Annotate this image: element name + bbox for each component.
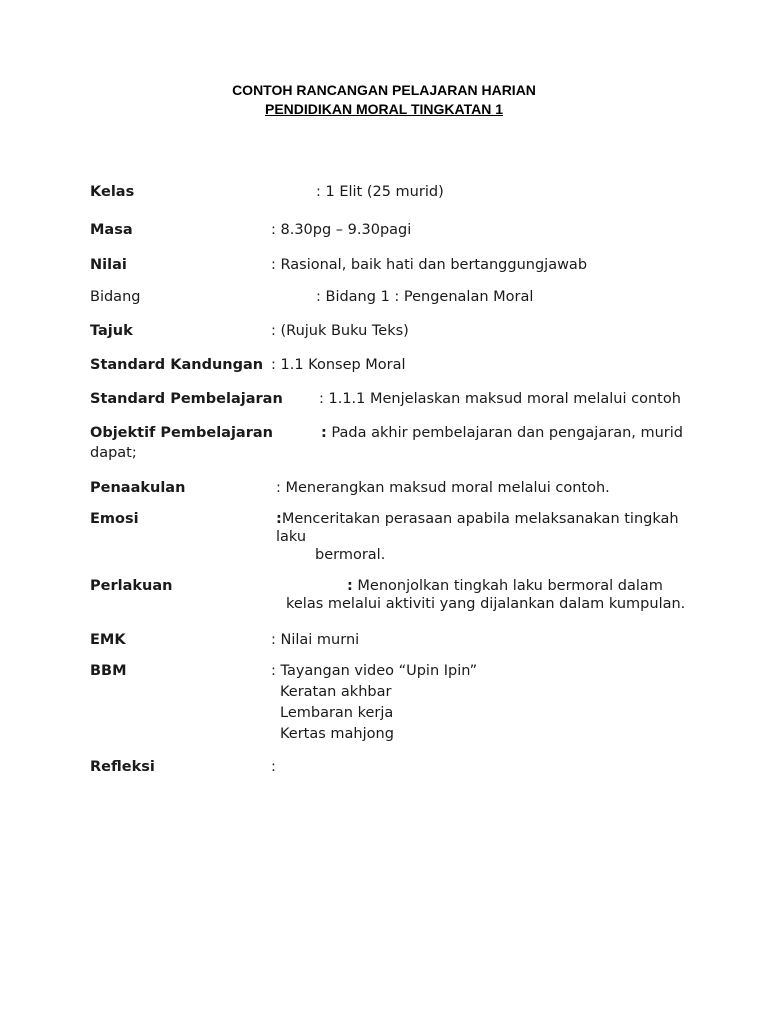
value-standard-pembelajaran: : 1.1.1 Menjelaskan maksud moral melalui contoh <box>319 391 681 407</box>
document-subtitle: PENDIDIKAN MORAL TINGKATAN 1 <box>265 101 503 117</box>
value-perlakuan-line1 <box>347 578 663 594</box>
label-kelas: Kelas <box>90 184 135 200</box>
label-nilai: Nilai <box>90 257 127 273</box>
bbm-item: Kertas mahjong <box>280 726 394 742</box>
emosi-text: Menceritakan perasaan apabila melaksanakan tingkah <box>281 511 679 527</box>
value-objektif-continuation: dapat; <box>90 445 137 461</box>
value-penaakulan: : Menerangkan maksud moral melalui contoh. <box>276 480 610 496</box>
value-standard-kandungan: : 1.1 Konsep Moral <box>271 357 406 373</box>
label-masa: Masa <box>90 222 133 238</box>
label-emk: EMK <box>90 632 126 648</box>
label-emosi: Emosi <box>90 511 139 527</box>
value-perlakuan-line2: kelas melalui aktiviti yang dijalankan dalam kumpulan. <box>286 596 686 612</box>
emosi-colon: : <box>276 511 282 527</box>
label-bbm: BBM <box>90 663 127 679</box>
perlakuan-colon: : <box>347 578 353 594</box>
value-emosi-line3: bermoral. <box>315 547 386 563</box>
document-title: CONTOH RANCANGAN PELAJARAN HARIAN <box>232 82 536 98</box>
value-bidang: : Bidang 1 : Pengenalan Moral <box>316 289 534 305</box>
perlakuan-text: Menonjolkan tingkah laku bermoral dalam <box>352 578 663 594</box>
objektif-colon: : <box>321 425 327 441</box>
label-objektif: Objektif Pembelajaran <box>90 425 273 441</box>
label-standard-pembelajaran: Standard Pembelajaran <box>90 391 283 407</box>
objektif-text: Pada akhir pembelajaran dan pengajaran, murid <box>326 425 683 441</box>
label-penaakulan: Penaakulan <box>90 480 186 496</box>
label-bidang: Bidang <box>90 289 141 305</box>
value-emosi-line2: laku <box>276 529 307 545</box>
label-perlakuan: Perlakuan <box>90 578 173 594</box>
value-objektif <box>321 425 683 441</box>
label-standard-kandungan: Standard Kandungan <box>90 357 264 373</box>
label-refleksi: Refleksi <box>90 759 155 775</box>
bbm-item: Lembaran kerja <box>280 705 394 721</box>
value-masa: : 8.30pg – 9.30pagi <box>271 222 412 238</box>
label-tajuk: Tajuk <box>90 323 133 339</box>
bbm-item: Keratan akhbar <box>280 684 392 700</box>
value-refleksi: : <box>271 759 276 775</box>
value-emosi-line1 <box>276 511 679 527</box>
value-nilai: : Rasional, baik hati dan bertanggungjawab <box>271 257 588 273</box>
value-emk: : Nilai murni <box>271 632 360 648</box>
bbm-item: : Tayangan video “Upin Ipin” <box>271 663 478 679</box>
value-kelas: : 1 Elit (25 murid) <box>316 184 444 200</box>
value-tajuk: : (Rujuk Buku Teks) <box>271 323 409 339</box>
